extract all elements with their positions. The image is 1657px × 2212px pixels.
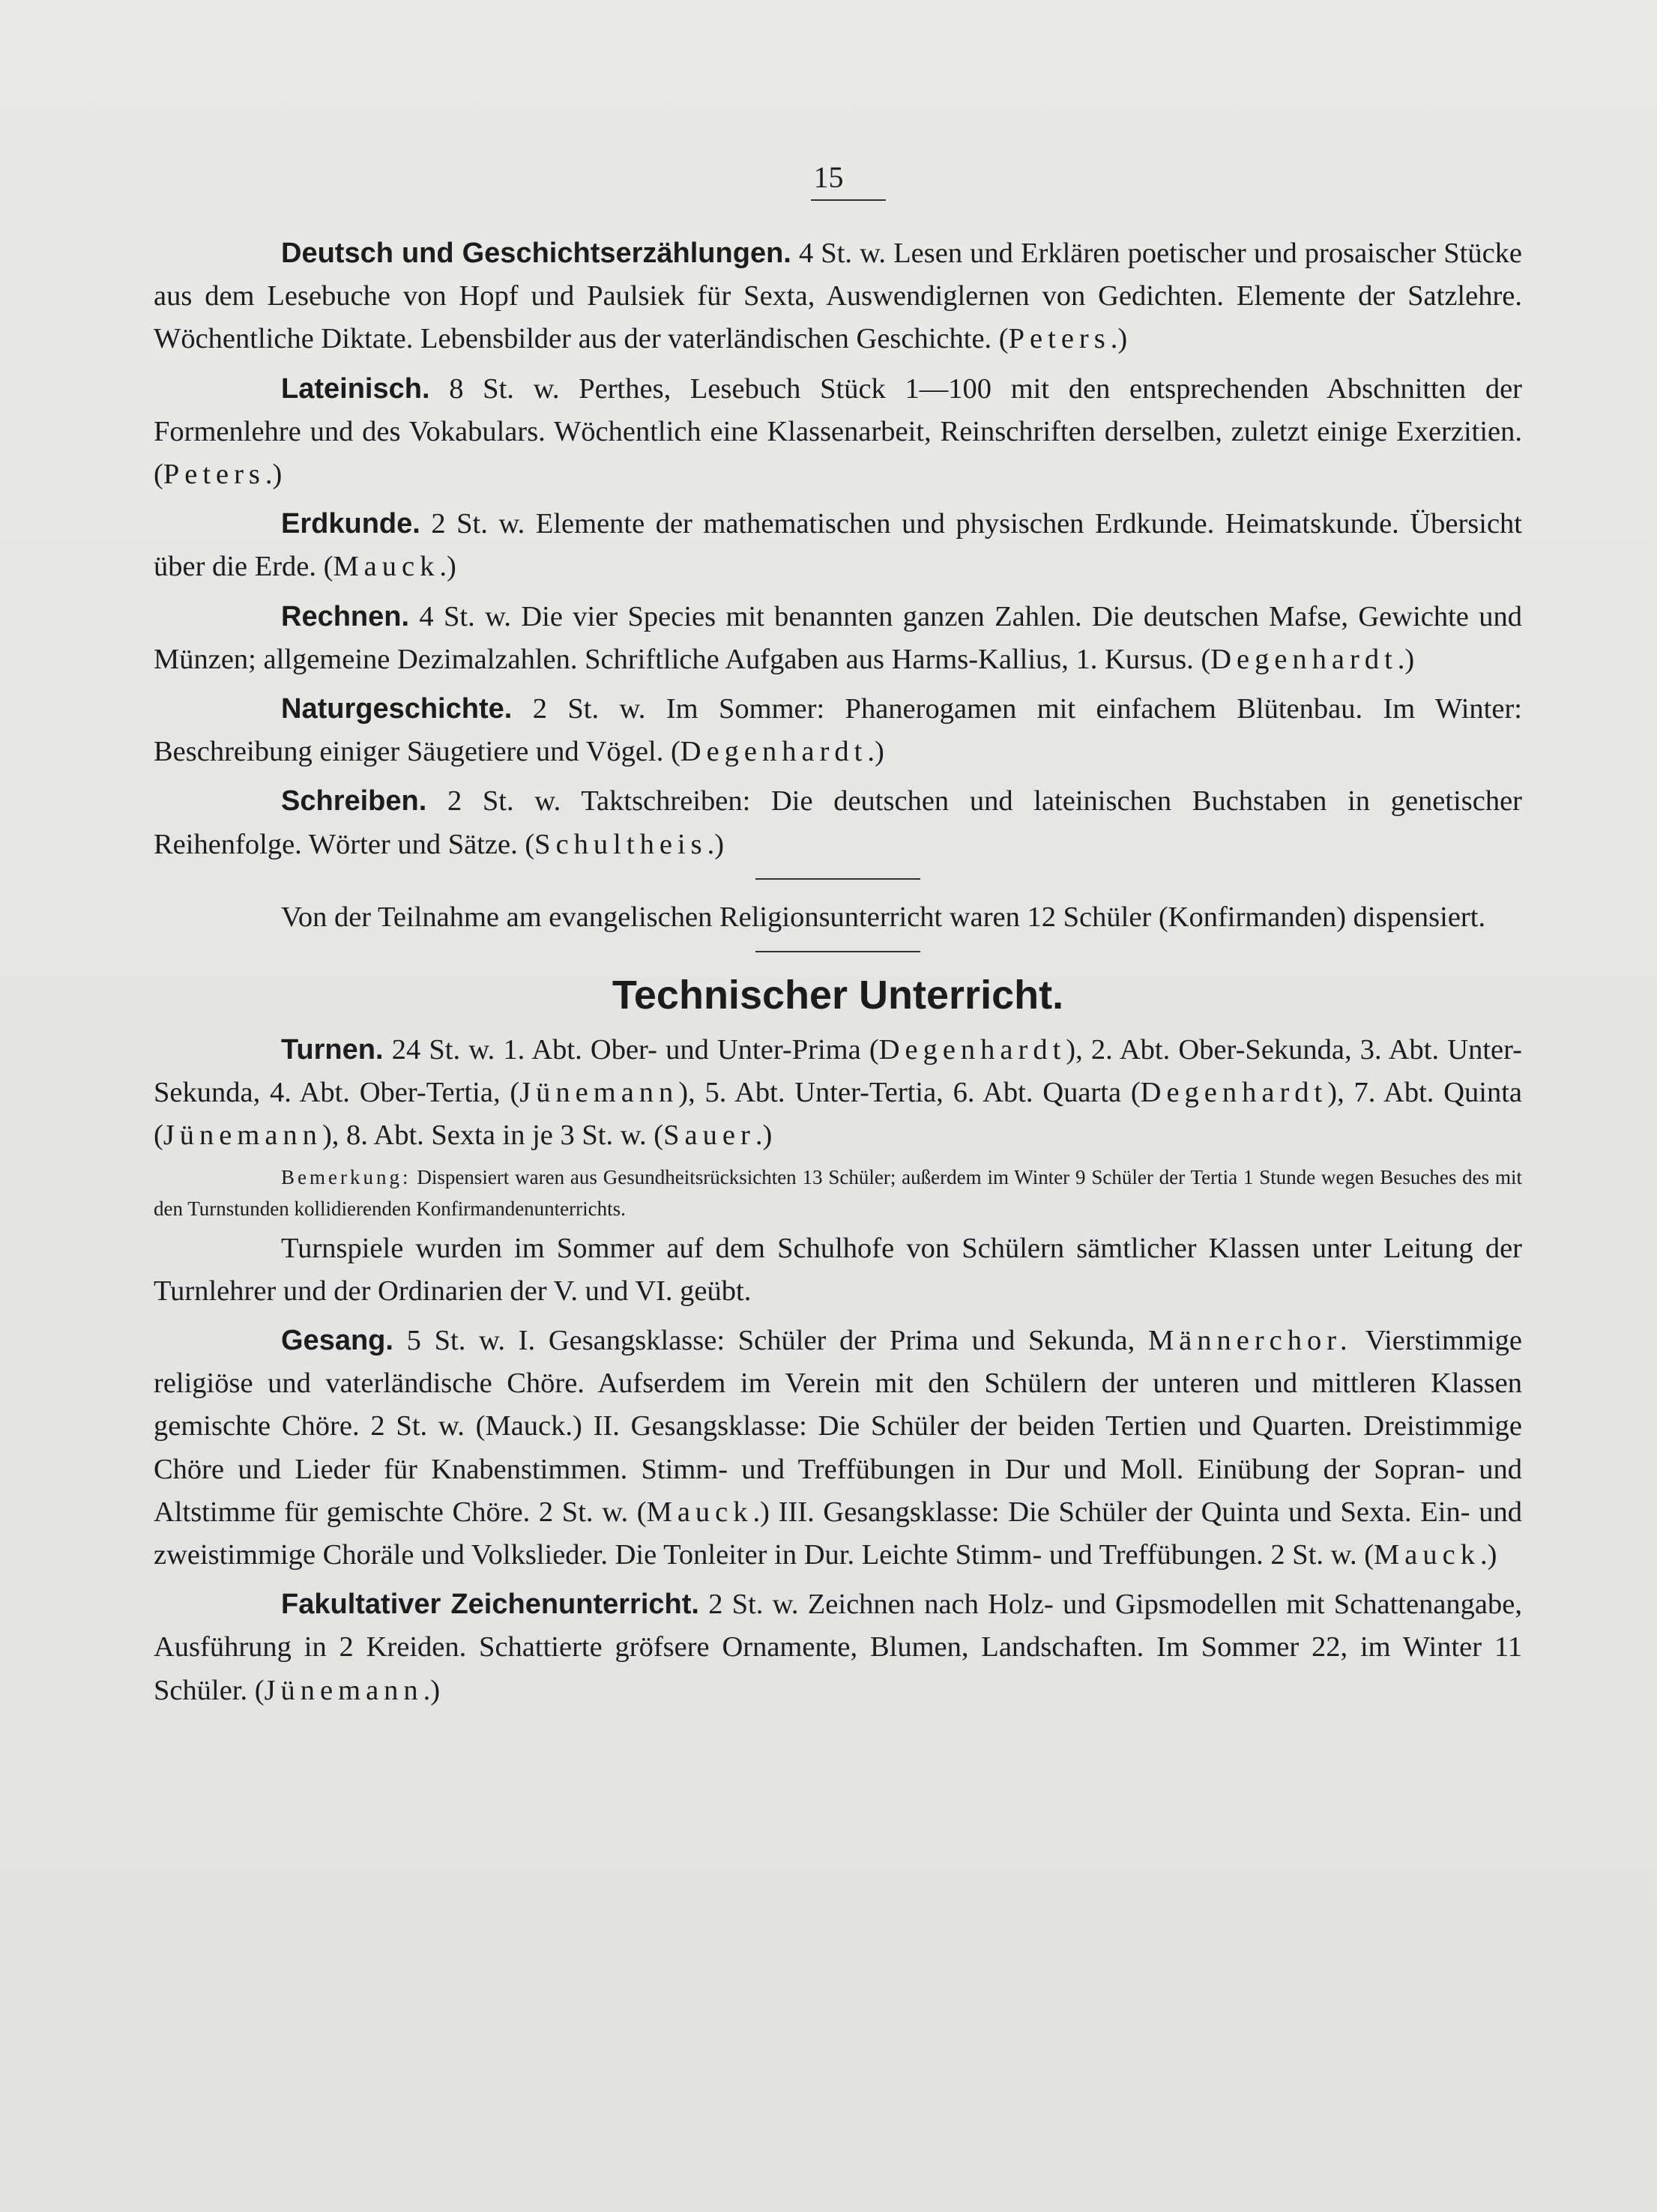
paragraph-turnen — [154, 1029, 1522, 1158]
section-title: Technischer Unterricht. — [612, 973, 1064, 1018]
teacher-name: Degenhardt — [1140, 1077, 1328, 1109]
teacher-name: Degenhardt — [878, 1034, 1066, 1066]
subject-text: .) III. Gesangsklasse: Die Schüler der Quinta und Sexta. Ein- und zweistimmige Choräle und Volkslieder. Die Tonleiter in Dur. Leichte Stimm- und Treffübungen. 2 St. w. ( — [154, 1496, 1522, 1571]
subject-text: ), 8. Abt. Sexta in je 3 St. w. ( — [322, 1119, 664, 1152]
paragraph-gesang — [154, 1320, 1522, 1577]
subject-heading: Rechnen. — [281, 600, 410, 632]
subject-text-end: .) — [1110, 323, 1128, 355]
subject-text: 2 St. w. Im Sommer: Phanerogamen mit einfachem Blütenbau. Im Winter: Beschreibung einiger Säugetiere und Vögel. ( — [154, 693, 1522, 768]
teacher-name: Degenhardt — [1210, 643, 1398, 675]
teacher-name: Jünemann — [264, 1674, 423, 1706]
teacher-name: Mauck — [1374, 1539, 1480, 1571]
teacher-name: Degenhardt — [680, 736, 868, 768]
subject-text: ), 7. Abt. Quinta ( — [154, 1077, 1522, 1152]
subject-text: 8 St. w. Perthes, Lesebuch Stück 1—100 mit den entsprechenden Abschnitten der Formenlehre und des Vokabulars. Wöchentlich eine Klassenarbeit, Reinschriften derselben, zuletzt einige Exerzitien. ( — [154, 372, 1522, 491]
separator-rule — [755, 951, 920, 952]
subject-text-end: .) — [423, 1674, 441, 1706]
subject-heading: Lateinisch. — [281, 372, 430, 405]
page-number: 15 — [813, 160, 844, 194]
turnen-remark — [154, 1161, 1522, 1224]
choir-name: Männerchor. — [1147, 1325, 1353, 1357]
subject-heading: Turnen. — [281, 1034, 384, 1066]
paragraph-zeichnen — [154, 1583, 1522, 1712]
subject-text: 24 St. w. 1. Abt. Ober- und Unter-Prima ( — [383, 1034, 879, 1066]
subject-text-end: .) — [867, 736, 884, 768]
subject-heading: Schreiben. — [281, 785, 427, 818]
paragraph-dispensation: Von der Teilnahme am evangelischen Religionsunterricht waren 12 Schüler (Konfirmanden) dispensiert. — [281, 901, 1486, 933]
paragraph-schreiben — [154, 780, 1522, 865]
subject-heading: Fakultativer Zeichenunterricht. — [281, 1589, 699, 1621]
body-text — [154, 232, 1522, 1719]
teacher-name: Sauer — [663, 1119, 755, 1152]
paragraph-rechnen — [154, 596, 1522, 681]
subject-heading: Naturgeschichte. — [281, 693, 513, 725]
subject-text-end: .) — [1479, 1539, 1497, 1571]
subject-text: 2 St. w. Zeichnen nach Holz- und Gipsmodellen mit Schattenangabe, Ausführung in 2 Kreiden. Schattierte gröfsere Ornamente, Blumen, Landschaften. Im Sommer 22, im Winter 11 Schüler. ( — [154, 1589, 1522, 1706]
subject-text-end: .) — [755, 1119, 773, 1152]
subject-text: 5 St. w. I. Gesangsklasse: Schüler der Prima und Sekunda, — [393, 1325, 1148, 1357]
subject-text-end: .) — [265, 459, 283, 491]
paragraph-lateinisch — [154, 368, 1522, 497]
subject-text: Vierstimmige religiöse und vaterländische Chöre. Aufserdem im Verein mit den Schülern der unteren und mittleren Klassen gemischte Chöre. 2 St. w. (Mauck.) II. Gesangsklasse: Die Schüler der beiden Tertien und Quarten. Dreistimmige Chöre und Lieder für Knabenstimmen. Stimm- und Treffübungen in Dur und Moll. Einübung der Sopran- und Altstimme für gemischte Chöre. 2 St. w. ( — [154, 1325, 1522, 1528]
subject-text: ), 5. Abt. Unter-Tertia, 6. Abt. Quarta ( — [678, 1077, 1141, 1109]
teacher-name: Jünemann — [519, 1077, 679, 1109]
paragraph-naturgeschichte — [154, 688, 1522, 773]
subject-text: ), 2. Abt. Ober-Sekunda, 3. Abt. Unter-Sekunda, 4. Abt. Ober-Tertia, ( — [154, 1034, 1522, 1109]
subject-text: 2 St. w. Elemente der mathematischen und physischen Erdkunde. Heimatskunde. Übersicht über die Erde. ( — [154, 508, 1522, 583]
subject-heading: Erdkunde. — [281, 508, 420, 540]
teacher-name: Schultheis — [534, 828, 707, 860]
separator-rule — [755, 878, 920, 880]
subject-heading: Deutsch und Geschichtserzählungen. — [281, 238, 791, 269]
subject-text: 2 St. w. Taktschreiben: Die deutschen und lateinischen Buchstaben in genetischer Reihenfolge. Wörter und Sätze. ( — [154, 785, 1522, 860]
subject-heading: Gesang. — [281, 1325, 393, 1357]
teacher-name: Mauck — [646, 1496, 753, 1528]
paragraph-turnspiele: Turnspiele wurden im Sommer auf dem Schulhofe von Schülern sämtlicher Klassen unter Leitung der Turnlehrer und der Ordinarien der V. und VI. geübt. — [154, 1232, 1522, 1307]
subject-text: 4 St. w. Die vier Species mit benannten ganzen Zahlen. Die deutschen Mafse, Gewichte und Münzen; allgemeine Dezimalzahlen. Schriftliche Aufgaben aus Harms-Kallius, 1. Kursus. ( — [154, 600, 1522, 675]
subject-text-end: .) — [707, 828, 725, 860]
teacher-name: Mauck — [333, 551, 440, 583]
subject-text: 4 St. w. Lesen und Erklären poetischer und prosaischer Stücke aus dem Lesebuche von Hopf und Paulsiek für Sexta, Auswendiglernen von Gedichten. Elemente der Satzlehre. Wöchentliche Diktate. Lebensbilder aus der vaterländischen Geschichte. ( — [154, 238, 1522, 355]
remark-text: Dispensiert waren aus Gesundheitsrücksichten 13 Schüler; außerdem im Winter 9 Schüler der Tertia 1 Stunde wegen Besuches des mit den Turnstunden kollidierenden Konfirmandenunterrichts. — [154, 1165, 1522, 1220]
teacher-name: Peters — [1008, 323, 1111, 355]
teacher-name: Peters — [163, 459, 265, 491]
subject-text-end: .) — [439, 551, 456, 583]
paragraph-erdkunde — [154, 503, 1522, 588]
subject-text-end: .) — [1397, 643, 1415, 675]
paragraph-deutsch — [154, 232, 1522, 361]
remark-label: Bemerkung: — [281, 1165, 411, 1188]
teacher-name: Jünemann — [163, 1119, 322, 1152]
page-number-rule — [811, 199, 886, 201]
